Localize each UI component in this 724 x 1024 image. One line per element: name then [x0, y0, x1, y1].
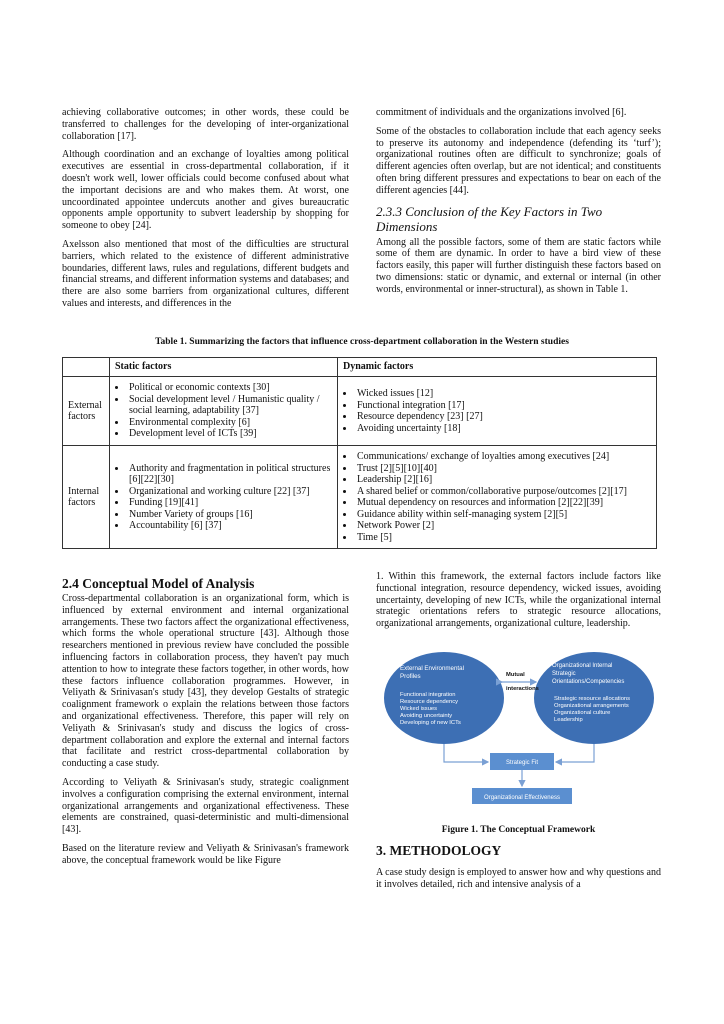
list-item: • Organizational and working culture [22] [37]: [127, 486, 332, 498]
left-title: External Environmental: [400, 665, 464, 672]
list-item: • Political or economic contexts [30]: [127, 382, 332, 394]
left-item: Avoiding uncertainty: [400, 713, 453, 719]
list-item: • Network Power [2]: [355, 520, 651, 532]
right-title: Organizational Internal: [552, 663, 613, 669]
bottom-left-column: [62, 576, 349, 874]
right-title: Strategic: [552, 671, 576, 677]
paragraph: According to Veliyath & Srinivasan's study, strategic coalignment involves a configuration comprising the external environment, internal organizational arrangements and organizational effectiveness. These elements are constrained, quasi-deterministic and multi-dimensional [43].: [62, 776, 349, 836]
paragraph: Among all the possible factors, some of them are static factors while some of them are dynamic. In order to have a bird view of these factors easily, this paper will further distinguish these factors based on two dimensions: static or dynamic, and external or internal (in other words, environmental or inner-structural), as shown in Table 1.: [376, 236, 661, 295]
table-row: [63, 446, 657, 549]
paragraph: commitment of individuals and the organizations involved [6].: [376, 107, 627, 118]
right-item: Organizational arrangements: [554, 703, 629, 709]
list-item: • Communications/ exchange of loyalties among executives [24]: [355, 451, 651, 463]
list-item: • Social development level / Humanistic quality / social learning, adaptability [37]: [127, 394, 332, 417]
list-item: • Accountability [6] [37]: [127, 520, 332, 532]
list-item: • Guidance ability within self-managing system [2][5]: [355, 509, 651, 521]
methodology-section: [376, 843, 661, 898]
left-title: Profiles: [400, 673, 421, 680]
figure-caption: Figure 1. The Conceptual Framework: [441, 825, 596, 835]
table-header-static: Static factors: [110, 358, 338, 377]
section-heading: 2.4 Conceptual Model of Analysis: [62, 576, 255, 591]
paragraph: achieving collaborative outcomes; in other words, these could be transferred to challenges for the developing of inter-organizational collaboration [17].: [62, 107, 349, 142]
list-item: • A shared belief or common/collaborative purpose/outcomes [2][17]: [355, 486, 651, 498]
left-item: Resource dependency: [400, 699, 459, 705]
row-label: External factors: [63, 377, 110, 446]
paragraph: A case study design is employed to answer how and why questions and it involves detailed, rich and intensive analysis of a: [376, 867, 661, 890]
list-item: • Trust [2][5][10][40]: [355, 463, 651, 475]
paragraph: Some of the obstacles to collaboration include that each agency seeks to preserve its autonomy and independence (defending its ‘turf’); organizational routines often are difficult to synchronize; goals of different agencies often overlap, but are not identical; and constituents often bring different pressures and expectations to bear on each of the different agencies [44].: [376, 125, 661, 196]
section-heading: 3. METHODOLOGY: [376, 843, 502, 858]
left-item: Developing of new ICTs: [400, 720, 461, 726]
list-item: • Avoiding uncertainty [18]: [355, 423, 651, 435]
right-title: Orientations/Competencies: [552, 679, 625, 685]
table-row: [63, 377, 657, 446]
top-right-column: [376, 107, 661, 303]
table-header-row: [63, 358, 657, 377]
right-item: Organizational culture: [554, 710, 611, 716]
list-item: • Development level of ICTs [39]: [127, 428, 332, 440]
right-item: Leadership: [554, 717, 583, 723]
table-header-dynamic: Dynamic factors: [338, 358, 657, 377]
table-cell: [338, 377, 657, 446]
list-item: • Time [5]: [355, 532, 651, 544]
center-label: interactions: [506, 686, 539, 692]
paragraph: Axelsson also mentioned that most of the difficulties are structural barriers, which related to the existence of different administrative boundaries, different laws, rules and regulations, different budgets and financial streams, and different information systems and databases; and there are also some barriers from organizational cultures, different values and interests, and differences in the: [62, 238, 349, 309]
paragraph: Based on the literature review and Veliyath & Srinivasan's framework above, the conceptual framework would be like Figure: [62, 842, 349, 866]
connector-arrow: [444, 744, 488, 762]
list-item: • Number Variety of groups [16]: [127, 509, 332, 521]
table-cell: [110, 446, 338, 549]
top-left-column: [62, 107, 349, 317]
list-item: • Wicked issues [12]: [355, 388, 651, 400]
left-item: Functional integration: [400, 692, 456, 698]
list-item: • Funding [19][41]: [127, 497, 332, 509]
table-header-empty: [63, 358, 110, 377]
list-item: • Mutual dependency on resources and information [2][22][39]: [355, 497, 651, 509]
row-label: Internal factors: [63, 446, 110, 549]
list-item: • Functional integration [17]: [355, 400, 651, 412]
connector-arrow: [556, 744, 594, 762]
table-cell: [338, 446, 657, 549]
paragraph: Although coordination and an exchange of loyalties among political executives are essential in cross-departmental collaboration, if it doesn't work well, lower officials could become confused about what the important decisions are and who makes them. At worst, one uncoordinated appointee undercuts another and gives bureaucratic opponents ample opportunity to subvert leadership by shopping for someone to obey [24].: [62, 149, 349, 232]
left-item: Wicked issues: [400, 706, 438, 712]
bottom-right-column: [376, 571, 661, 637]
strategic-fit-label: Strategic Fit: [505, 760, 539, 766]
effectiveness-label: Organizational Effectiveness: [484, 795, 560, 801]
table-caption: Table 1. Summarizing the factors that influence cross-department collaboration in the Western studies: [155, 337, 569, 347]
paragraph: Cross-departmental collaboration is an organizational form, which is influenced by external environment and internal organizational arrangements. These two factors affect the organizational effectiveness, which forms the whole operational structure [43]. Although those researchers mentioned in previous review have concluded the possible influencing factors in collaboration process, they haven't pay much attention to how to integrate these factors together, in other words, how these factors influence collaboration programmes. However, in Veliyath & Srinivasan's study [43], they develop Gestalts of strategic coalignment framework o explain the relations between those factors and organizational effectiveness. Therefore, this paper will rely on Veliyath & Srinivasan's study and discuss the logics of cross-department collaboration and explore the external and internal factors that facilitate and restrict cross-departmental collaboration by conducting a case study.: [62, 593, 349, 770]
list-item: • Environmental complexity [6]: [127, 417, 332, 429]
list-item: • Authority and fragmentation in political structures [6][22][30]: [127, 463, 332, 486]
subsection-heading: 2.3.3 Conclusion of the Key Factors in Two Dimensions: [376, 203, 603, 234]
list-item: • Resource dependency [23] [27]: [355, 411, 651, 423]
conceptual-framework-figure: [384, 652, 654, 824]
paragraph: 1. Within this framework, the external factors include factors like functional integration, resource dependency, wicked issues, avoiding uncertainty, developing of new ICTs, while the organizational internal strategic orientations refers to strategic resource allocations, organizational arrangements, organizational culture, leadership.: [376, 571, 661, 630]
right-item: Strategic resource allocations: [554, 696, 631, 702]
table-cell: [110, 377, 338, 446]
factors-table: [62, 357, 657, 549]
list-item: • Leadership [2][16]: [355, 474, 651, 486]
center-label: Mutual: [506, 672, 525, 678]
